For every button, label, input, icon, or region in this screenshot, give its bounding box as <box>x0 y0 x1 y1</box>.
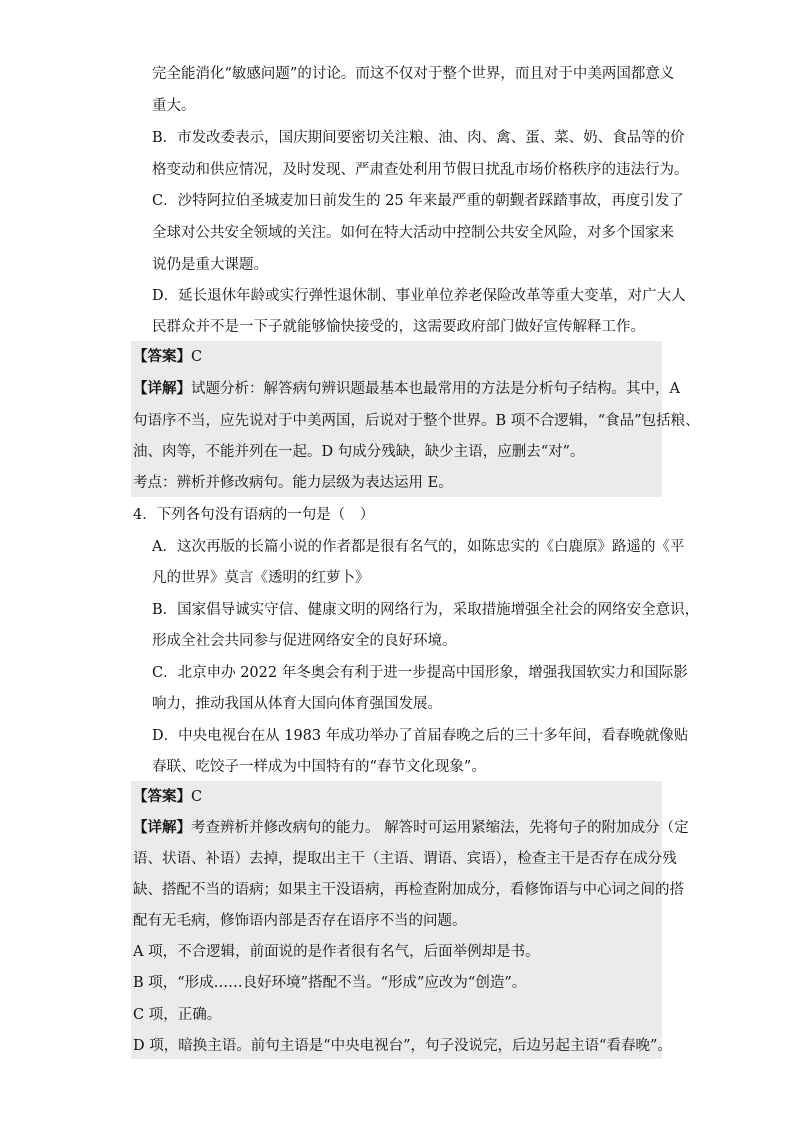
q4-option-d: 春联、吃饺子一样成为中国特有的“春节文化现象”。 <box>152 759 486 775</box>
answer-value: C <box>191 349 203 365</box>
q4-option-a: A．这次再版的长篇小说的作者都是很有名气的，如陈忠实的《白鹿原》路遥的《平 <box>152 539 685 555</box>
detail-tag: 【详解】 <box>133 819 191 836</box>
q3-option-b: B．市发改委表示，国庆期间要密切关注粮、油、肉、禽、蛋、菜、奶、食品等的价 <box>152 130 685 146</box>
detail-line: 语、状语、补语）去掉，提取出主干（主语、谓语、宾语），检查主干是否存在成分残 <box>133 851 677 867</box>
answer-value: C <box>191 789 203 805</box>
answer-line <box>133 347 202 367</box>
item-a-analysis: A 项，不合逻辑，前面说的是作者很有名气，后面举例却是书。 <box>133 944 540 960</box>
q4-option-c: C．北京申办 2022 年冬奥会有利于进一步提高中国形象，增强我国软实力和国际影 <box>152 665 688 681</box>
q3-option-d: D．延长退休年龄或实行弹性退休制、事业单位养老保险改革等重大变革，对广大人 <box>152 288 686 304</box>
q3-stem-line: 完全能消化“敏感问题”的讨论。而这不仅对于整个世界，而且对于中美两国都意义 <box>152 66 675 82</box>
answer-line <box>133 787 202 807</box>
q4-option-c: 响力，推动我国从体育大国向体育强国发展。 <box>152 696 442 712</box>
detail-line <box>133 379 680 399</box>
q3-option-d: 民群众并不是一下子就能够愉快接受的，这需要政府部门做好宣传解释工作。 <box>152 319 645 335</box>
answer-tag: 【答案】 <box>133 348 191 365</box>
detail-line: 缺、搭配不当的语病；如果主干没语病，再检查附加成分，看修饰语与中心词之间的搭 <box>133 882 684 898</box>
q4-stem: 4．下列各句没有语病的一句是（ ） <box>133 507 375 523</box>
answer-tag: 【答案】 <box>133 788 191 805</box>
item-d-analysis: D 项，暗换主语。前句主语是“中央电视台”，句子没说完，后边另起主语“看春晚”。 <box>133 1038 672 1054</box>
detail-line <box>133 818 689 838</box>
detail-line: 句语序不当，应先说对于中美两国，后说对于整个世界。B 项不合逻辑，“食品”包括粮、 <box>133 413 700 429</box>
detail-line: 油、肉等，不能并列在一起。D 句成分残缺，缺少主语，应删去“对”。 <box>133 444 585 460</box>
q4-option-b: 形成全社会共同参与促进网络安全的良好环境。 <box>152 633 457 649</box>
kaodian-line: 考点：辨析并修改病句。能力层级为表达运用 E。 <box>133 475 453 491</box>
detail-text: 试题分析：解答病句辨识题最基本也最常用的方法是分析句子结构。其中，A <box>191 381 680 397</box>
item-c-analysis: C 项，正确。 <box>133 1007 222 1023</box>
q3-option-c: C．沙特阿拉伯圣城麦加日前发生的 25 年来最严重的朝觐者踩踏事故，再度引发了 <box>152 193 684 209</box>
item-b-analysis: B 项，“形成……良好环境”搭配不当。“形成”应改为“创造”。 <box>133 975 527 991</box>
q3-option-c: 说仍是重大课题。 <box>152 257 268 273</box>
q3-option-c: 全球对公共安全领域的关注。如何在特大活动中控制公共安全风险，对多个国家来 <box>152 225 674 241</box>
detail-line: 配有无毛病，修饰语内部是否存在语序不当的问题。 <box>133 913 467 929</box>
detail-text: 考查辨析并修改病句的能力。 解答时可运用紧缩法，先将句子的附加成分（定 <box>191 820 689 836</box>
q4-option-b: B．国家倡导诚实守信、健康文明的网络行为，采取措施增强全社会的网络安全意识， <box>152 602 700 618</box>
q4-option-a: 凡的世界》莫言《透明的红萝卜》 <box>152 570 370 586</box>
detail-tag: 【详解】 <box>133 380 191 397</box>
q4-option-d: D．中央电视台在从 1983 年成功举办了首届春晚之后的三十多年间，看春晚就像贴 <box>152 728 689 744</box>
q3-option-b: 格变动和供应情况，及时发现、严肃查处利用节假日扰乱市场价格秩序的违法行为。 <box>152 162 689 178</box>
q3-stem-line: 重大。 <box>152 98 196 114</box>
